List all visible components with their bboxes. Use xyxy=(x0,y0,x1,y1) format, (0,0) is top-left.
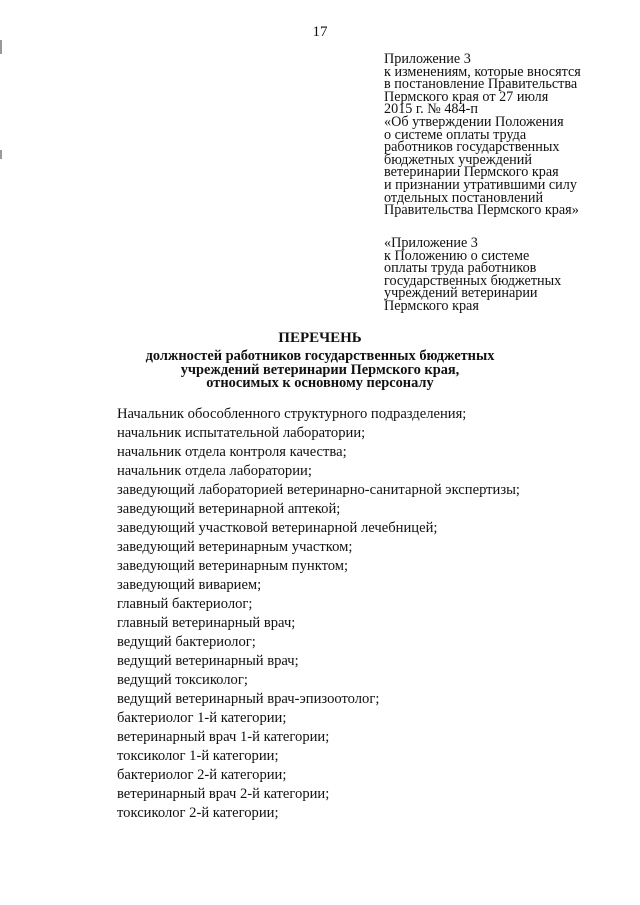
scan-edge-mark-top xyxy=(0,40,2,54)
appendix-header-line: работников государственных xyxy=(384,139,560,156)
position-item: ведущий токсиколог; xyxy=(117,672,248,688)
appendix-quote-line: Пермского края xyxy=(384,297,479,314)
position-item: заведующий ветеринарной аптекой; xyxy=(117,501,341,517)
position-item: заведующий лабораторией ветеринарно-санитарной экспертизы; xyxy=(117,482,520,498)
appendix-header-line: Правительства Пермского края» xyxy=(384,202,579,219)
position-item: заведующий виварием; xyxy=(117,577,262,593)
position-item: ведущий ветеринарный врач; xyxy=(117,653,299,669)
appendix-header-line: Приложение 3 xyxy=(384,51,471,67)
position-item: начальник отдела лаборатории; xyxy=(117,463,312,479)
appendix-header-line: 2015 г. № 484-п xyxy=(384,101,478,118)
appendix-quote-line: оплаты труда работников xyxy=(384,260,537,277)
subtitle-line: должностей работников государственных бюджетных xyxy=(145,348,495,364)
subtitle-line: учреждений ветеринарии Пермского края, xyxy=(180,361,460,378)
document-title: ПЕРЕЧЕНЬ xyxy=(278,330,362,346)
position-item: заведующий участковой ветеринарной лечебницей; xyxy=(117,520,438,536)
page-number: 17 xyxy=(312,24,328,40)
appendix-header-line: отдельных постановлений xyxy=(384,189,544,206)
scan-edge-mark-bottom xyxy=(0,150,2,159)
appendix-header-line: Пермского края от 27 июля xyxy=(384,88,549,105)
position-item: бактериолог 1-й категории; xyxy=(117,710,287,726)
position-item: бактериолог 2-й категории; xyxy=(117,767,287,783)
position-item: главный ветеринарный врач; xyxy=(117,615,296,631)
appendix-header-line: бюджетных учреждений xyxy=(384,151,532,168)
appendix-header-line: ветеринарии Пермского края xyxy=(384,164,559,181)
position-item: начальник отдела контроля качества; xyxy=(117,444,347,460)
appendix-quote-line: государственных бюджетных xyxy=(384,272,562,289)
position-item: ведущий бактериолог; xyxy=(117,634,256,650)
position-item: начальник испытательной лаборатории; xyxy=(117,425,366,441)
position-item: токсиколог 2-й категории; xyxy=(117,805,279,821)
appendix-header-line: в постановление Правительства xyxy=(384,76,578,93)
position-item: ветеринарный врач 2-й категории; xyxy=(117,786,330,802)
position-item: Начальник обособленного структурного подразделения; xyxy=(117,406,467,422)
position-item: ветеринарный врач 1-й категории; xyxy=(117,729,330,745)
document-subtitle xyxy=(0,350,640,391)
appendix-quote-line: «Приложение 3 xyxy=(384,235,478,251)
position-item: заведующий ветеринарным пунктом; xyxy=(117,558,349,574)
position-item: заведующий ветеринарным участком; xyxy=(117,539,353,555)
appendix-header-line: к изменениям, которые вносятся xyxy=(384,63,581,80)
positions-list xyxy=(117,405,520,823)
position-item: токсиколог 1-й категории; xyxy=(117,748,279,764)
appendix-header-line: о системе оплаты труда xyxy=(384,126,527,143)
appendix-header-line: и признании утратившими силу xyxy=(384,176,577,193)
appendix-header xyxy=(384,53,624,217)
position-item: ведущий ветеринарный врач-эпизоотолог; xyxy=(117,691,380,707)
appendix-header-line: «Об утверждении Положения xyxy=(384,113,564,130)
appendix-quote-line: к Положению о системе xyxy=(384,247,530,264)
position-item: главный бактериолог; xyxy=(117,596,253,612)
appendix-quote xyxy=(384,237,624,313)
subtitle-line: относимых к основному персоналу xyxy=(206,375,434,391)
appendix-quote-line: учреждений ветеринарии xyxy=(384,285,538,302)
